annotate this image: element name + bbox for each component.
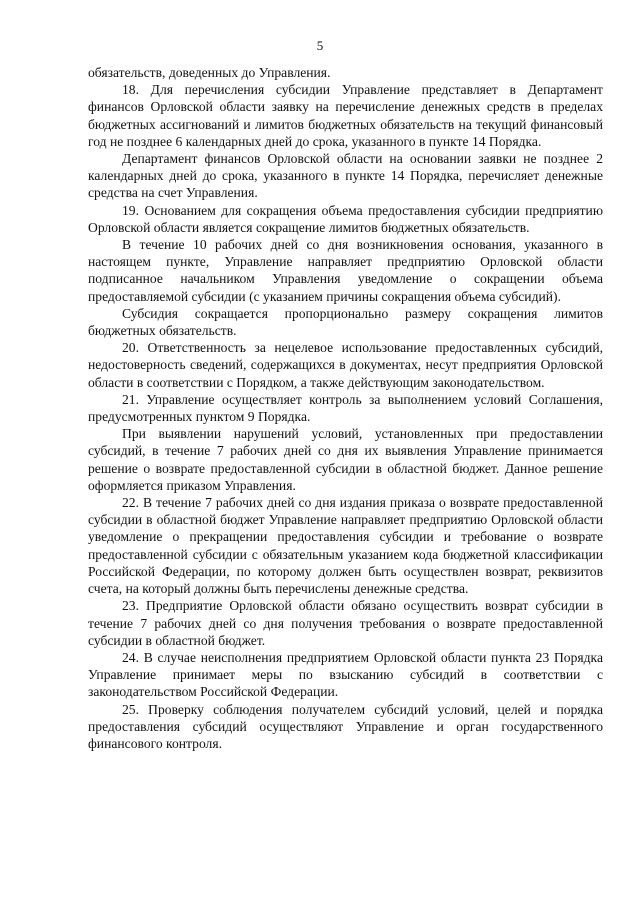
paragraph-20: 20. Ответственность за нецелевое использование предоставленных субсидий, недостоверность сведений, содержащихся в документах, несут предприятия Орловской области в соответствии с Порядком, а также действующим законодательством. [88,340,603,390]
paragraph-21-violations: При выявлении нарушений условий, установленных при предоставлении субсидий, в течение 7 рабочих дней со дня их выявления Управление принимается решение о возврате предоставленной субсидии в областной бюджет. Данное решение оформляется приказом Управления. [88,426,603,493]
paragraph-24: 24. В случае неисполнения предприятием Орловской области пункта 23 Порядка Управление принимает меры по взысканию субсидий в соответствии с законодательством Российской Федерации. [88,649,603,700]
document-body [88,64,603,752]
page-number: 5 [316,38,324,53]
paragraph-19-reduction: Субсидия сокращается пропорционально размеру сокращения лимитов бюджетных обязательств. [88,305,603,339]
paragraph-continuation: обязательств, доведенных до Управления. [88,65,331,80]
paragraph-23: 23. Предприятие Орловской области обязано осуществить возврат субсидии в течение 7 рабочих дней со дня получения требования о возврате предоставленной субсидии в областной бюджет. [88,598,603,648]
paragraph-22: 22. В течение 7 рабочих дней со дня издания приказа о возврате предоставленной субсидии в областной бюджет Управление направляет предприятию Орловской области уведомление о прекращении предоставления субсидии и требование о возврате предоставленной субсидии с обязательным указанием кода бюджетной классификации Российской Федерации, по которому должен быть осуществлен возврат, реквизитов счета, на который должны быть перечислены денежные средства. [88,495,603,597]
paragraph-18: 18. Для перечисления субсидии Управление представляет в Департамент финансов Орловской области заявку на перечисление денежных средств в пределах бюджетных ассигнований и лимитов бюджетных обязательств на текущий финансовый год не позднее 6 календарных дней до срока, указанного в пункте 14 Порядка. [88,82,603,149]
paragraph-21: 21. Управление осуществляет контроль за выполнением условий Соглашения, предусмотренных пунктом 9 Порядка. [88,391,603,425]
paragraph-19: 19. Основанием для сокращения объема предоставления субсидии предприятию Орловской области является сокращение лимитов бюджетных обязательств. [88,202,603,235]
paragraph-25: 25. Проверку соблюдения получателем субсидий условий, целей и порядка предоставления субсидий осуществляют Управление и орган государственного финансового контроля. [88,701,603,751]
paragraph-19-notification: В течение 10 рабочих дней со дня возникновения основания, указанного в настоящем пункте, Управление направляет предприятию Орловской области подписанное начальником Управления уведомление о сокращении объема предоставляемой субсидии (с указанием причины сокращения объема субсидий). [88,237,603,304]
paragraph-18-funding-transfer: Департамент финансов Орловской области на основании заявки не позднее 2 календарных дней до срока, указанного в пункте 14 Порядка, перечисляет денежные средства на счет Управления. [88,151,603,201]
